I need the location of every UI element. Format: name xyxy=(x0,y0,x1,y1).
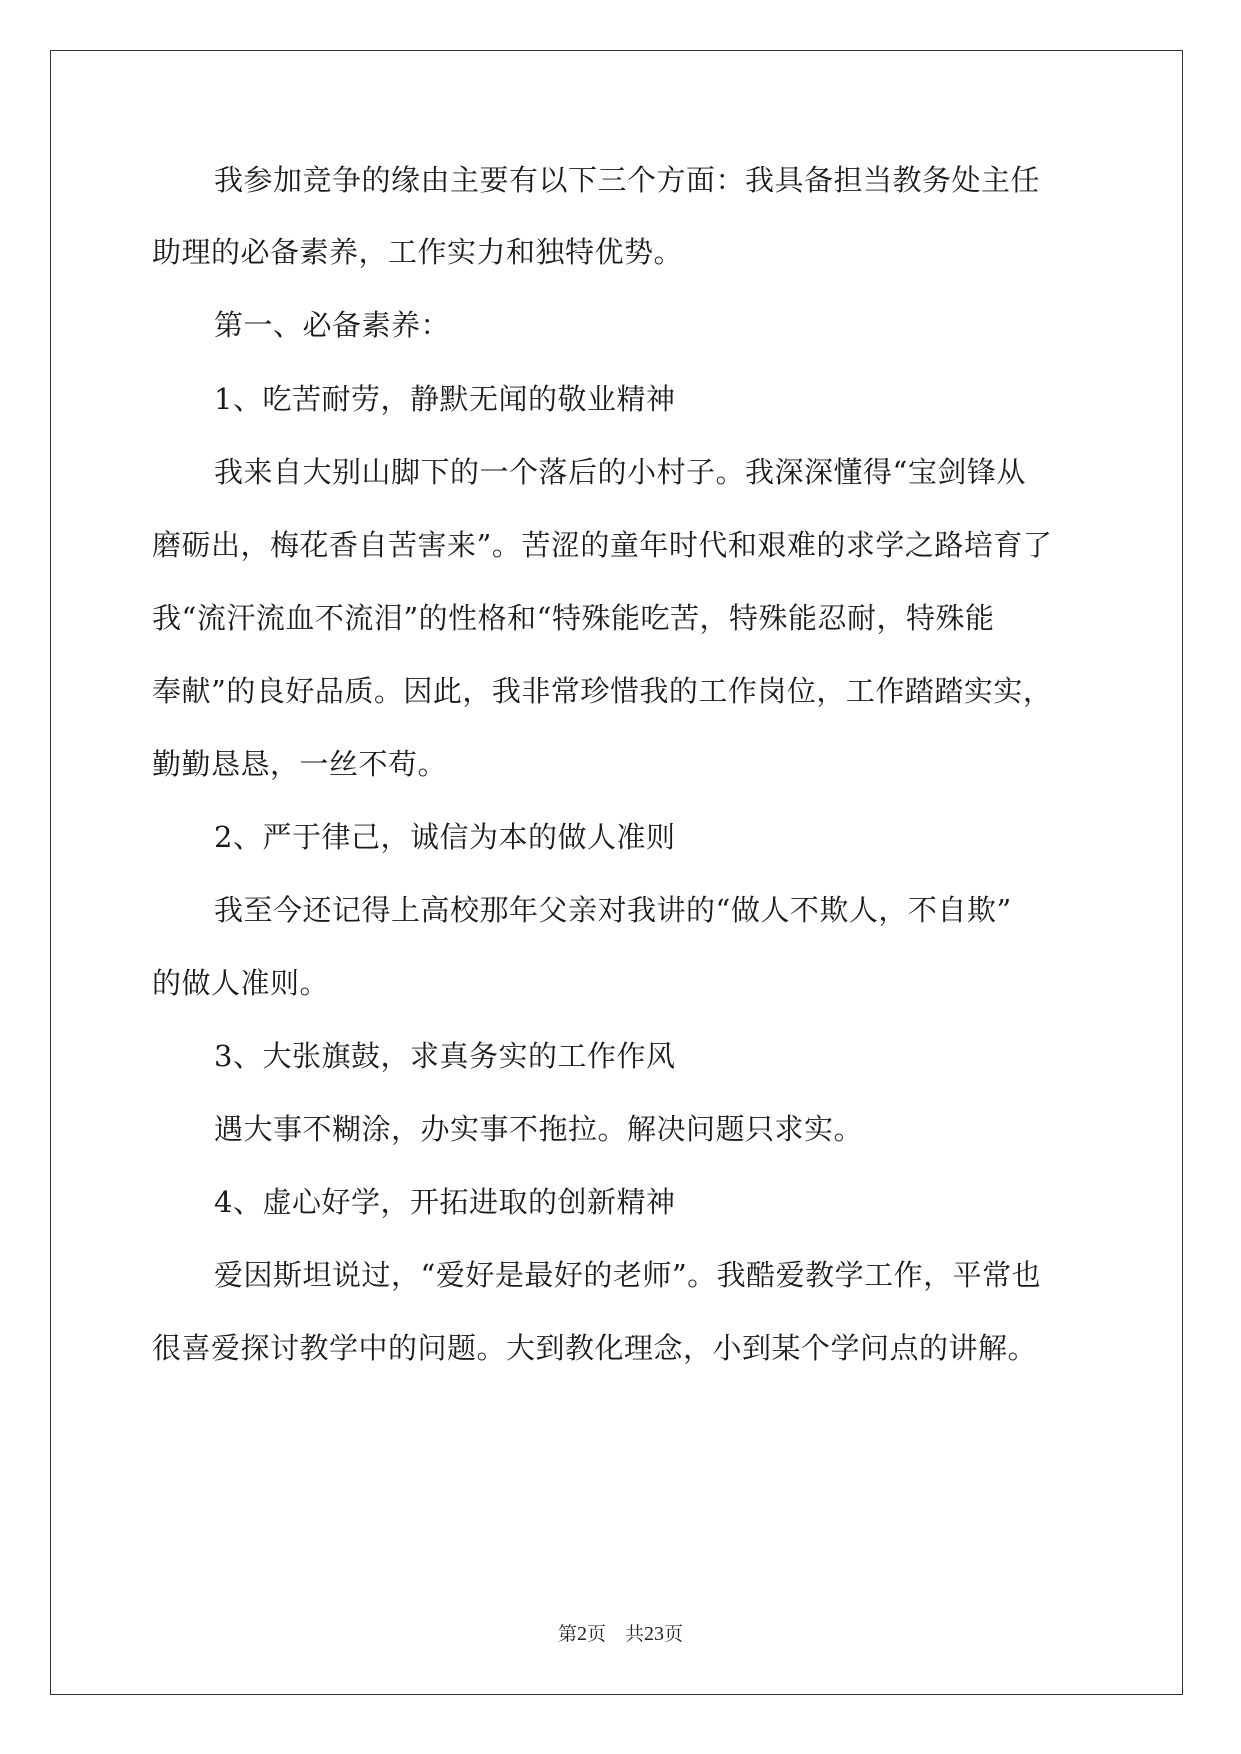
paragraph-line: 奉献”的良好品质。因此，我非常珍惜我的工作岗位，工作踏踏实实， xyxy=(152,674,1053,708)
paragraph-line: 勤勤恳恳，一丝不苟。 xyxy=(152,747,448,781)
paragraph-line: 爱因斯坦说过，“爱好是最好的老师”。我酷爱教学工作，平常也 xyxy=(214,1258,1042,1292)
total-pages: 23 xyxy=(644,1623,664,1645)
paragraph-line: 我参加竞争的缘由主要有以下三个方面：我具备担当教务处主任 xyxy=(214,163,1041,197)
footer-prefix: 第 xyxy=(557,1624,577,1645)
page-border xyxy=(50,50,1183,1695)
subsection-heading: 1、吃苦耐劳，静默无闻的敬业精神 xyxy=(214,382,676,416)
footer-suffix: 页 xyxy=(664,1624,684,1645)
page-number: 2 xyxy=(576,1623,587,1645)
paragraph-line: 很喜爱探讨教学中的问题。大到教化理念，小到某个学问点的讲解。 xyxy=(152,1331,1038,1365)
subsection-heading: 3、大张旗鼓，求真务实的工作作风 xyxy=(214,1039,676,1073)
paragraph-line: 我至今还记得上高校那年父亲对我讲的“做人不欺人，不自欺” xyxy=(214,893,1012,927)
paragraph-line: 我来自大别山脚下的一个落后的小村子。我深深懂得“宝剑锋从 xyxy=(214,455,1026,489)
paragraph-line: 遇大事不糊涂，办实事不拖拉。解决问题只求实。 xyxy=(214,1112,864,1146)
paragraph-line: 我“流汗流血不流泪”的性格和“特殊能吃苦，特殊能忍耐，特殊能 xyxy=(152,601,995,635)
subsection-heading: 4、虚心好学，开拓进取的创新精神 xyxy=(214,1185,676,1219)
paragraph-line: 助理的必备素养，工作实力和独特优势。 xyxy=(152,235,684,269)
page-footer xyxy=(0,1619,1241,1646)
paragraph-line: 的做人准则。 xyxy=(152,966,330,1000)
footer-mid: 页 共 xyxy=(586,1624,644,1645)
subsection-heading: 2、严于律己，诚信为本的做人准则 xyxy=(214,820,676,854)
paragraph-line: 磨砺出，梅花香自苦害来”。苦涩的童年时代和艰难的求学之路培育了 xyxy=(152,528,1053,562)
section-heading: 第一、必备素养： xyxy=(214,308,451,342)
